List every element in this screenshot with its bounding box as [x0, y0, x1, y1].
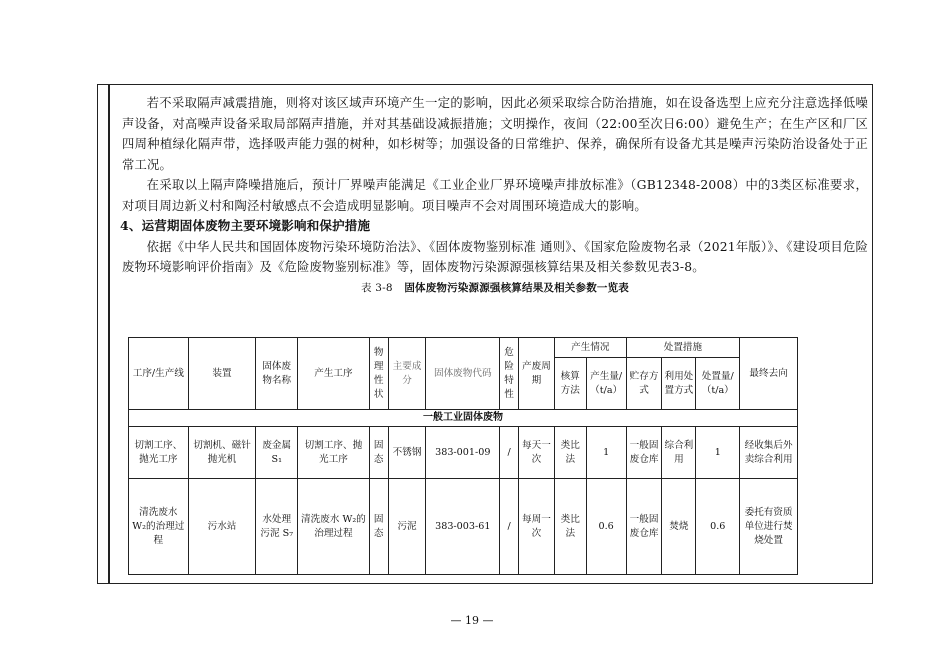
- cell-utilize: 焚烧: [662, 479, 696, 575]
- frame-inner-rule: [108, 84, 110, 584]
- table-caption-number: 表 3-8: [360, 281, 393, 294]
- cell-component: 污泥: [388, 479, 426, 575]
- cell-component: 不锈钢: [388, 427, 426, 479]
- paragraph-solid-waste-basis: 依据《中华人民共和国固体废物污染环境防治法》、《固体废物鉴别标准 通则》、《国家危险废物名录（2021年版）》、《建设项目危险废物环境影响评价指南》及《危险废物鉴别标准》等，固体废物污染源源强核算结果及相关参数见表3-8。: [122, 239, 868, 274]
- cell-physical: 固态: [369, 427, 388, 479]
- body-text: [122, 93, 868, 298]
- page-number: — 19 —: [450, 614, 494, 627]
- cell-cycle: 每周一次: [519, 479, 555, 575]
- header-disposal-group: 处置措施: [626, 338, 740, 358]
- header-physical: 物理性状: [369, 338, 388, 410]
- cell-work-step: 切割工序、抛光工序: [298, 427, 370, 479]
- header-storage: 贮存方式: [626, 358, 662, 410]
- header-code: 固体废物代码: [426, 338, 500, 410]
- cell-gen-amount: 0.6: [586, 479, 626, 575]
- header-utilize: 利用处置方式: [662, 358, 696, 410]
- header-generation-group: 产生情况: [554, 338, 626, 358]
- header-work-step: 产生工序: [298, 338, 370, 410]
- header-waste-name: 固体废物名称: [256, 338, 298, 410]
- cell-waste-name: 废金属 S₁: [256, 427, 298, 479]
- header-gen-amount: 产生量/（t/a）: [586, 358, 626, 410]
- cell-destination: 委托有资质单位进行焚烧处置: [740, 479, 798, 575]
- paragraph-noise-measures: 若不采取隔声减震措施，则将对该区域声环境产生一定的影响，因此必须采取综合防治措施，如在设备选型上应充分注意选择低噪声设备，对高噪声设备采取局部隔声措施，并对其基础设减振措施；文明操作，夜间（22:00至次日6:00）避免生产；在生产区和厂区四周种植绿化隔声带，选择吸声能力强的树种，如杉树等；加强设备的日常维护、保养，确保所有设备尤其是噪声污染防治设备处于正常工况。: [122, 96, 868, 172]
- header-destination: 最终去向: [740, 338, 798, 410]
- cell-gen-amount: 1: [586, 427, 626, 479]
- group-label-general-waste: 一般工业固体废物: [129, 410, 798, 427]
- header-calc-method: 核算方法: [554, 358, 586, 410]
- cell-hazard: /: [500, 427, 519, 479]
- cell-work-step: 清洗废水 W₂的治理过程: [298, 479, 370, 575]
- paragraph-noise-result: 在采取以上隔声降噪措施后，预计厂界噪声能满足《工业企业厂界环境噪声排放标准》（GB12348-2008）中的3类区标准要求，对项目周边新义村和陶泾村敏感点不会造成明显影响。项目噪声不会对周围环境造成大的影响。: [122, 178, 868, 213]
- cell-process: 切割工序、抛光工序: [129, 427, 189, 479]
- cell-process: 清洗废水 W₂的治理过程: [129, 479, 189, 575]
- cell-code: 383-003-61: [426, 479, 500, 575]
- header-process: 工序/生产线: [129, 338, 189, 410]
- cell-device: 污水站: [188, 479, 256, 575]
- cell-storage: 一般固废仓库: [626, 427, 662, 479]
- cell-destination: 经收集后外卖综合利用: [740, 427, 798, 479]
- cell-disp-amount: 1: [696, 427, 740, 479]
- cell-calc-method: 类比法: [554, 427, 586, 479]
- cell-waste-name: 水处理污泥 S₇: [256, 479, 298, 575]
- cell-storage: 一般固废仓库: [626, 479, 662, 575]
- cell-utilize: 综合利用: [662, 427, 696, 479]
- cell-cycle: 每天一次: [519, 427, 555, 479]
- header-hazard: 危险特性: [500, 338, 519, 410]
- table-caption-title: 固体废物污染源源强核算结果及相关参数一览表: [404, 281, 630, 294]
- table-caption: [122, 281, 868, 296]
- cell-device: 切割机、磁针抛光机: [188, 427, 256, 479]
- cell-calc-method: 类比法: [554, 479, 586, 575]
- cell-disp-amount: 0.6: [696, 479, 740, 575]
- table-row: [129, 427, 798, 479]
- header-disp-amount: 处置量/（t/a）: [696, 358, 740, 410]
- section-heading: 4、运营期固体废物主要环境影响和保护措施: [120, 218, 371, 233]
- cell-physical: 固态: [369, 479, 388, 575]
- cell-hazard: /: [500, 479, 519, 575]
- header-device: 装置: [188, 338, 256, 410]
- header-component: 主要成分: [388, 338, 426, 410]
- cell-code: 383-001-09: [426, 427, 500, 479]
- header-cycle: 产废周期: [519, 338, 555, 410]
- solid-waste-table: [128, 337, 798, 575]
- table-row: [129, 479, 798, 575]
